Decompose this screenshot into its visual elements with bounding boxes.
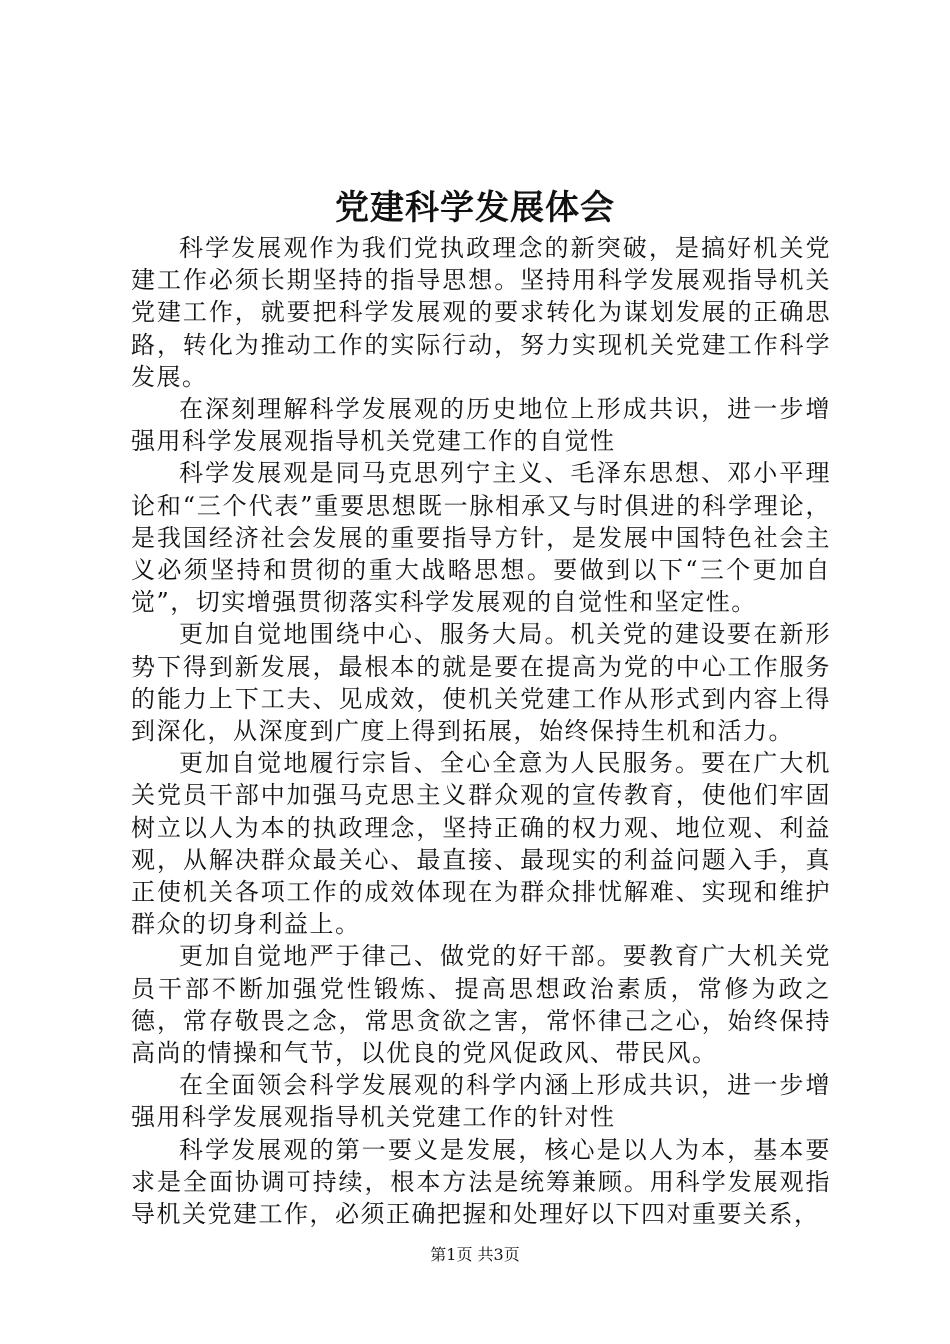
page-number-footer: 第1页 共3页 bbox=[430, 1245, 520, 1264]
paragraph: 更加自觉地围绕中心、服务大局。机关党的建设要在新形势下得到新发展，最根本的就是要在提高为党的中心工作服务的能力上下工夫、见成效，使机关党建工作从形式到内容上得到深化，从深度到广度上得到拓展，始终保持生机和活力。 bbox=[131, 620, 831, 746]
section-heading: 在全面领会科学发展观的科学内涵上形成共识，进一步增强用科学发展观指导机关党建工作的针对性 bbox=[131, 1071, 831, 1132]
document-body bbox=[131, 232, 831, 1230]
paragraph: 更加自觉地履行宗旨、全心全意为人民服务。要在广大机关党员干部中加强马克思主义群众观的宣传教育，使他们牢固树立以人为本的执政理念，坚持正确的权力观、地位观、利益观，从解决群众最关心、最直接、最现实的利益问题入手，真正使机关各项工作的成效体现在为群众排忧解难、实现和维护群众的切身利益上。 bbox=[131, 749, 831, 939]
paragraph: 科学发展观是同马克思列宁主义、毛泽东思想、邓小平理论和“三个代表”重要思想既一脉相承又与时俱进的科学理论，是我国经济社会发展的重要指导方针，是发展中国特色社会主义必须坚持和贯彻的重大战略思想。要做到以下“三个更加自觉”，切实增强贯彻落实科学发展观的自觉性和坚定性。 bbox=[131, 459, 831, 617]
paragraph: 科学发展观的第一要义是发展，核心是以人为本，基本要求是全面协调可持续，根本方法是统筹兼顾。用科学发展观指导机关党建工作，必须正确把握和处理好以下四对重要关系， bbox=[131, 1135, 831, 1229]
paragraph: 科学发展观作为我们党执政理念的新突破，是搞好机关党建工作必须长期坚持的指导思想。坚持用科学发展观指导机关党建工作，就要把科学发展观的要求转化为谋划发展的正确思路，转化为推动工作的实际行动，努力实现机关党建工作科学发展。 bbox=[131, 234, 831, 391]
paragraph: 更加自觉地严于律己、做党的好干部。要教育广大机关党员干部不断加强党性锻炼、提高思想政治素质，常修为政之德，常存敬畏之念，常思贪欲之害，常怀律己之心，始终保持高尚的情操和气节，以优良的党风促政风、带民风。 bbox=[131, 942, 831, 1068]
document-title: 党建科学发展体会 bbox=[335, 188, 615, 228]
section-heading: 在深刻理解科学发展观的历史地位上形成共识，进一步增强用科学发展观指导机关党建工作的自觉性 bbox=[131, 395, 831, 456]
